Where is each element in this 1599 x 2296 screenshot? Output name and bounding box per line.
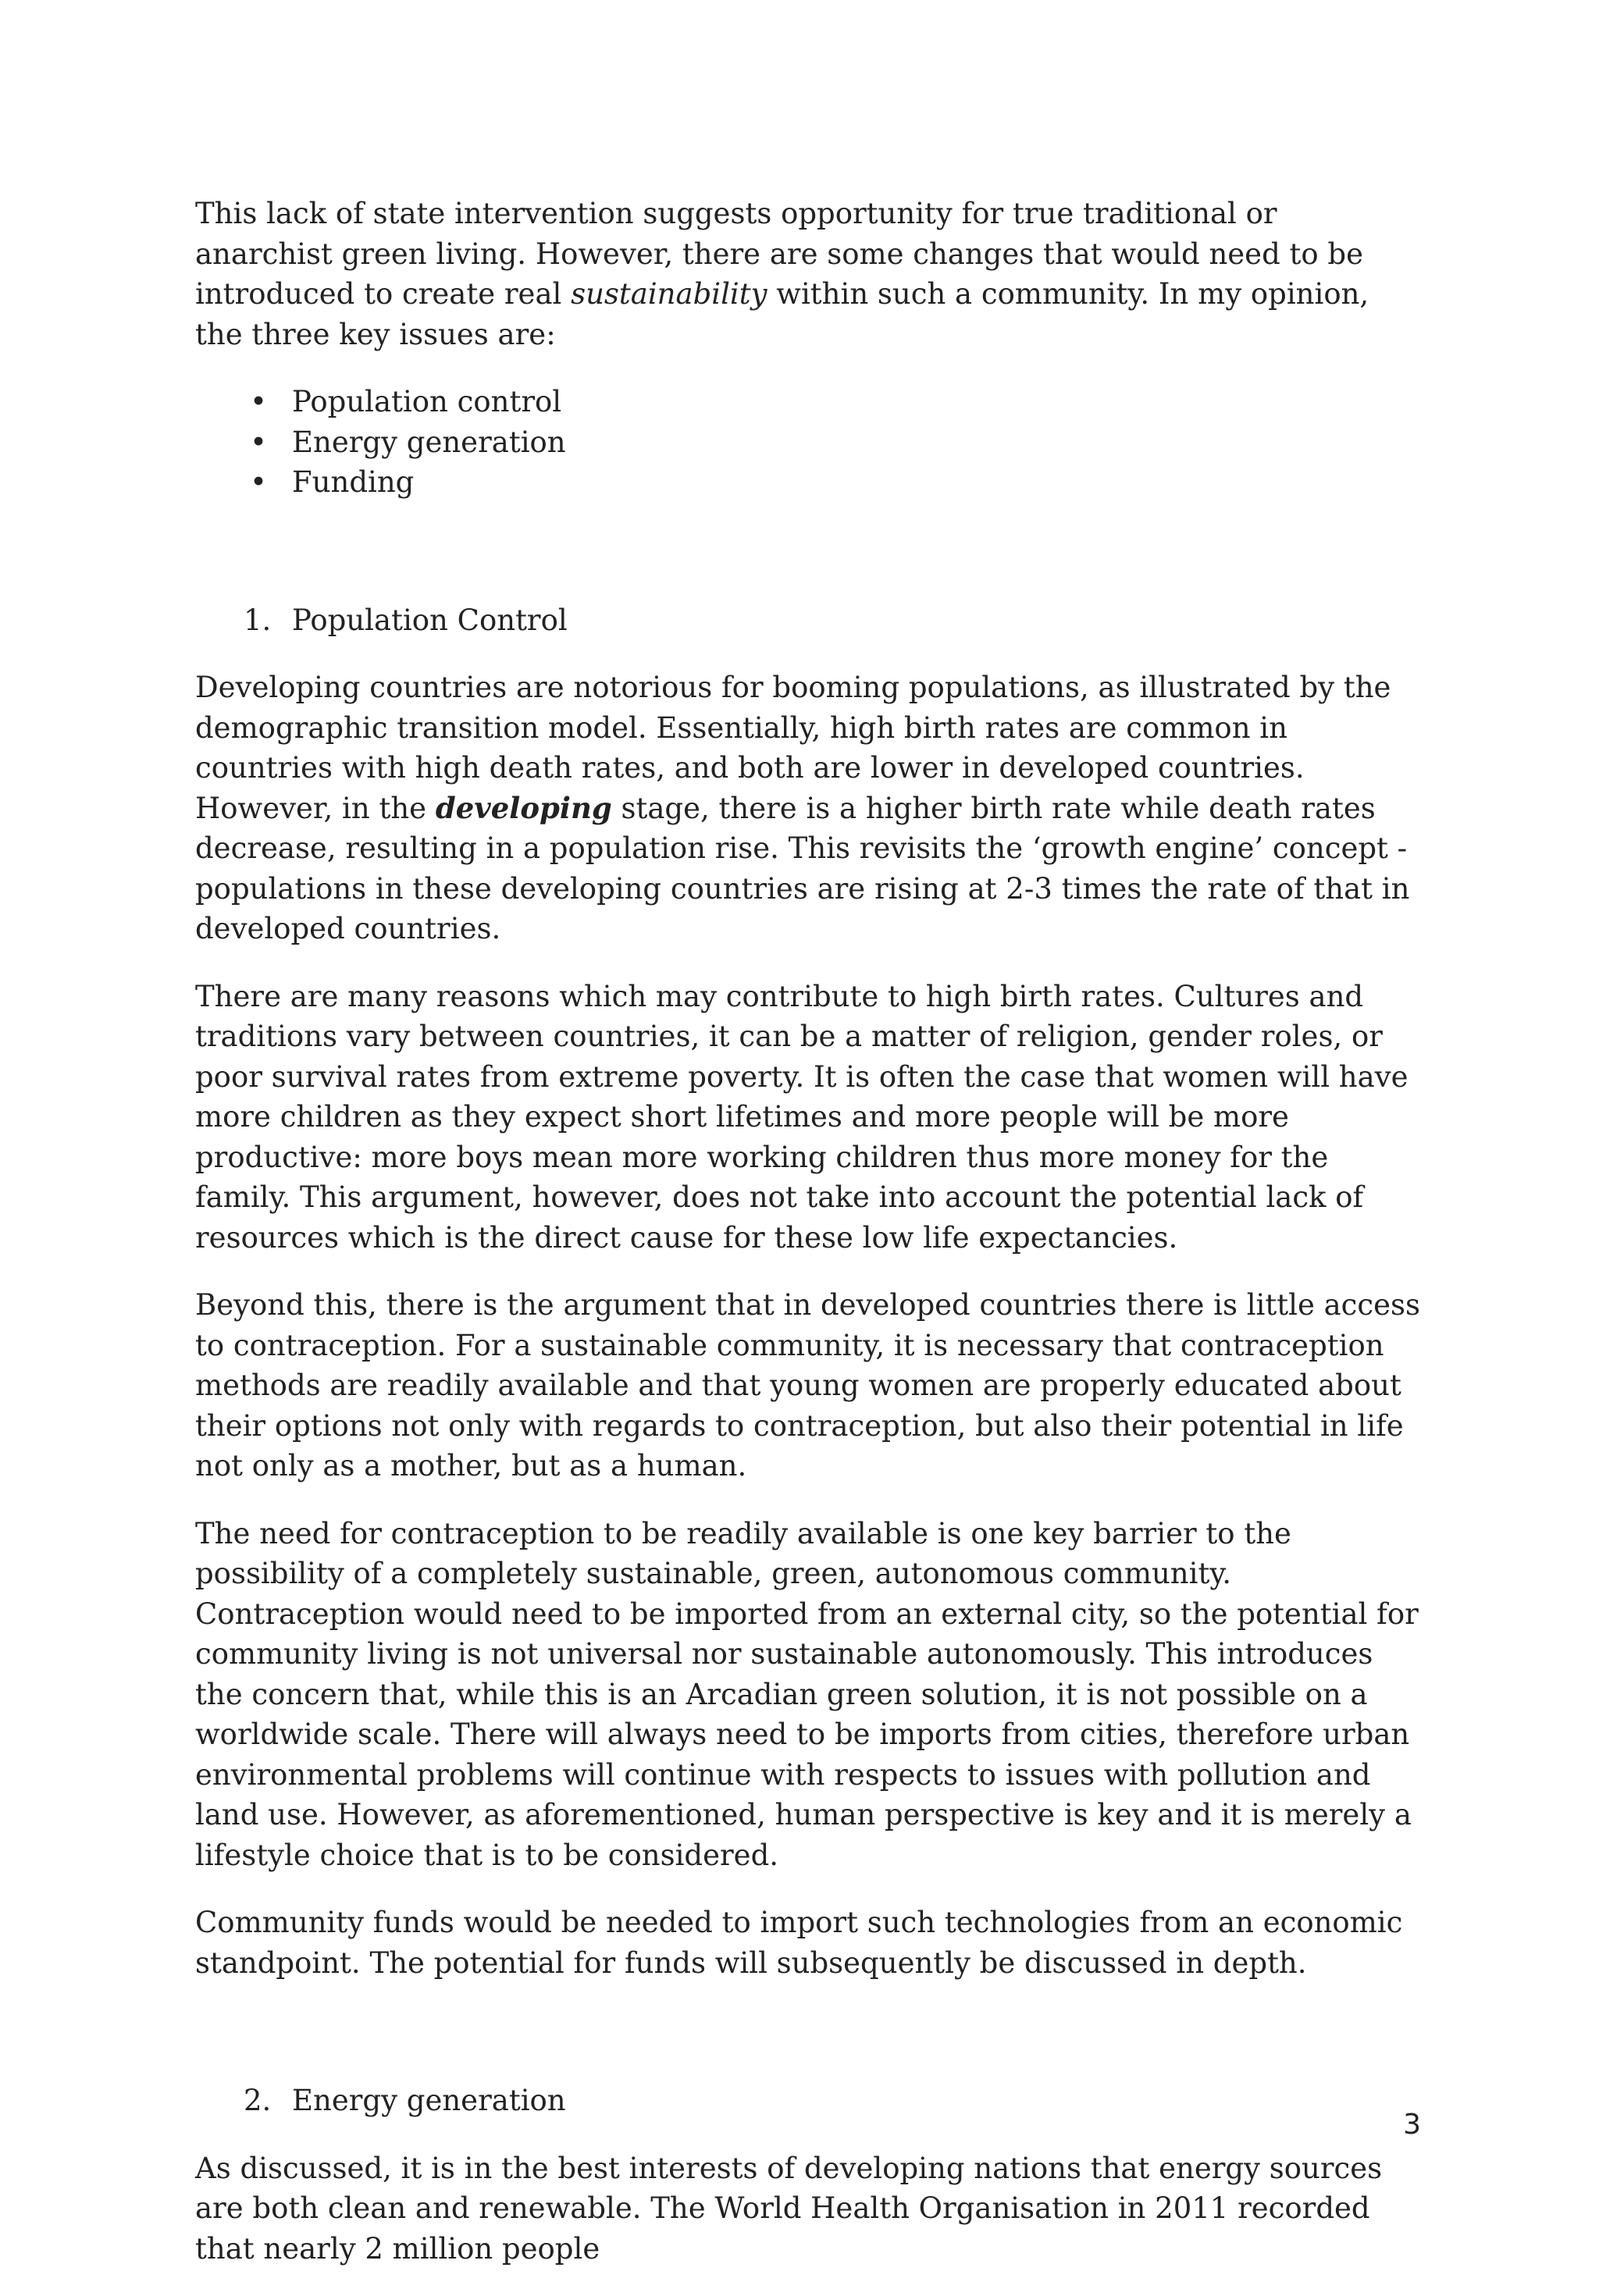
list-item <box>195 422 1421 463</box>
intro-paragraph <box>195 194 1421 354</box>
section-number: 1. <box>244 603 272 637</box>
bullet-icon: • <box>250 425 267 459</box>
body-paragraph: The need for contraception to be readily available is one key barrier to the possibility of a completely sustainable, green, autonomous community. Contraception would need to be imported from an external city, so the potential for community living is not universal nor sustainable autonomously. This introduces the concern that, while this is an Arcadian green solution, it is not possible on a worldwide scale. There will always need to be imports from cities, therefore urban environmental problems will continue with respects to issues with pollution and land use. However, as aforementioned, human perspective is key and it is merely a lifestyle choice that is to be considered. <box>195 1516 1419 1872</box>
paragraph-emphasis: developing <box>435 790 612 825</box>
key-issues-list <box>195 382 1421 503</box>
body-paragraph: Community funds would be needed to import such technologies from an economic standpoint. The potential for funds will subsequently be discussed in depth. <box>195 1906 1403 1980</box>
intro-text-end: within such a community. In my opinion, the three key issues are: <box>195 277 1369 351</box>
section-title: Population Control <box>292 603 568 637</box>
list-item-label: Funding <box>292 465 415 499</box>
body-paragraph: Beyond this, there is the argument that in developed countries there is little access to contraception. For a sustainable community, it is necessary that contraception methods are readily available and that young women are properly educated about their options not only with regards to contraception, but also their potential in life not only as a mother, but as a human. <box>195 1288 1420 1483</box>
paragraph-text-start: Developing countries are notorious for booming populations, as illustrated by the demographic transition model. Essentially, high birth rates are common in countries with high death rates, and both are lower in developed countries. However, in the <box>195 671 1391 825</box>
list-item-label: Energy generation <box>292 425 566 459</box>
list-item <box>195 382 1421 422</box>
section-number: 2. <box>244 2084 272 2117</box>
bullet-icon: • <box>250 465 267 499</box>
list-item <box>195 462 1421 503</box>
body-paragraph: As discussed, it is in the best interests of developing nations that energy sources are both clean and renewable. The World Health Organisation in 2011 recorded that nearly 2 million people <box>195 2151 1383 2266</box>
section-heading-energy-generation <box>195 2081 1421 2121</box>
list-item-label: Population control <box>292 385 562 418</box>
section-heading-population-control <box>195 600 1421 641</box>
body-paragraph <box>195 667 1421 949</box>
bullet-icon: • <box>250 385 267 418</box>
section-title: Energy generation <box>292 2084 566 2117</box>
paragraph-text-end: stage, there is a higher birth rate while death rates decrease, resulting in a population rise. This revisits the ‘growth engine’ concept - populations in these developing countries are rising at 2-3 times the rate of that in developed countries. <box>195 791 1410 945</box>
page-number: 3 <box>1403 2109 1421 2141</box>
intro-text-start: This lack of state intervention suggests opportunity for true traditional or anarchist green living. However, there are some changes that would need to be introduced to create real <box>195 197 1364 311</box>
body-paragraph: There are many reasons which may contribute to high birth rates. Cultures and traditions vary between countries, it can be a matter of religion, gender roles, or poor survival rates from extreme poverty. It is often the case that women will have more children as they expect short lifetimes and more people will be more productive: more boys mean more working children thus more money for the family. This argument, however, does not take into account the potential lack of resources which is the direct cause for these low life expectancies. <box>195 979 1408 1255</box>
intro-emphasis: sustainability <box>571 277 767 311</box>
page-content <box>195 194 1421 2296</box>
